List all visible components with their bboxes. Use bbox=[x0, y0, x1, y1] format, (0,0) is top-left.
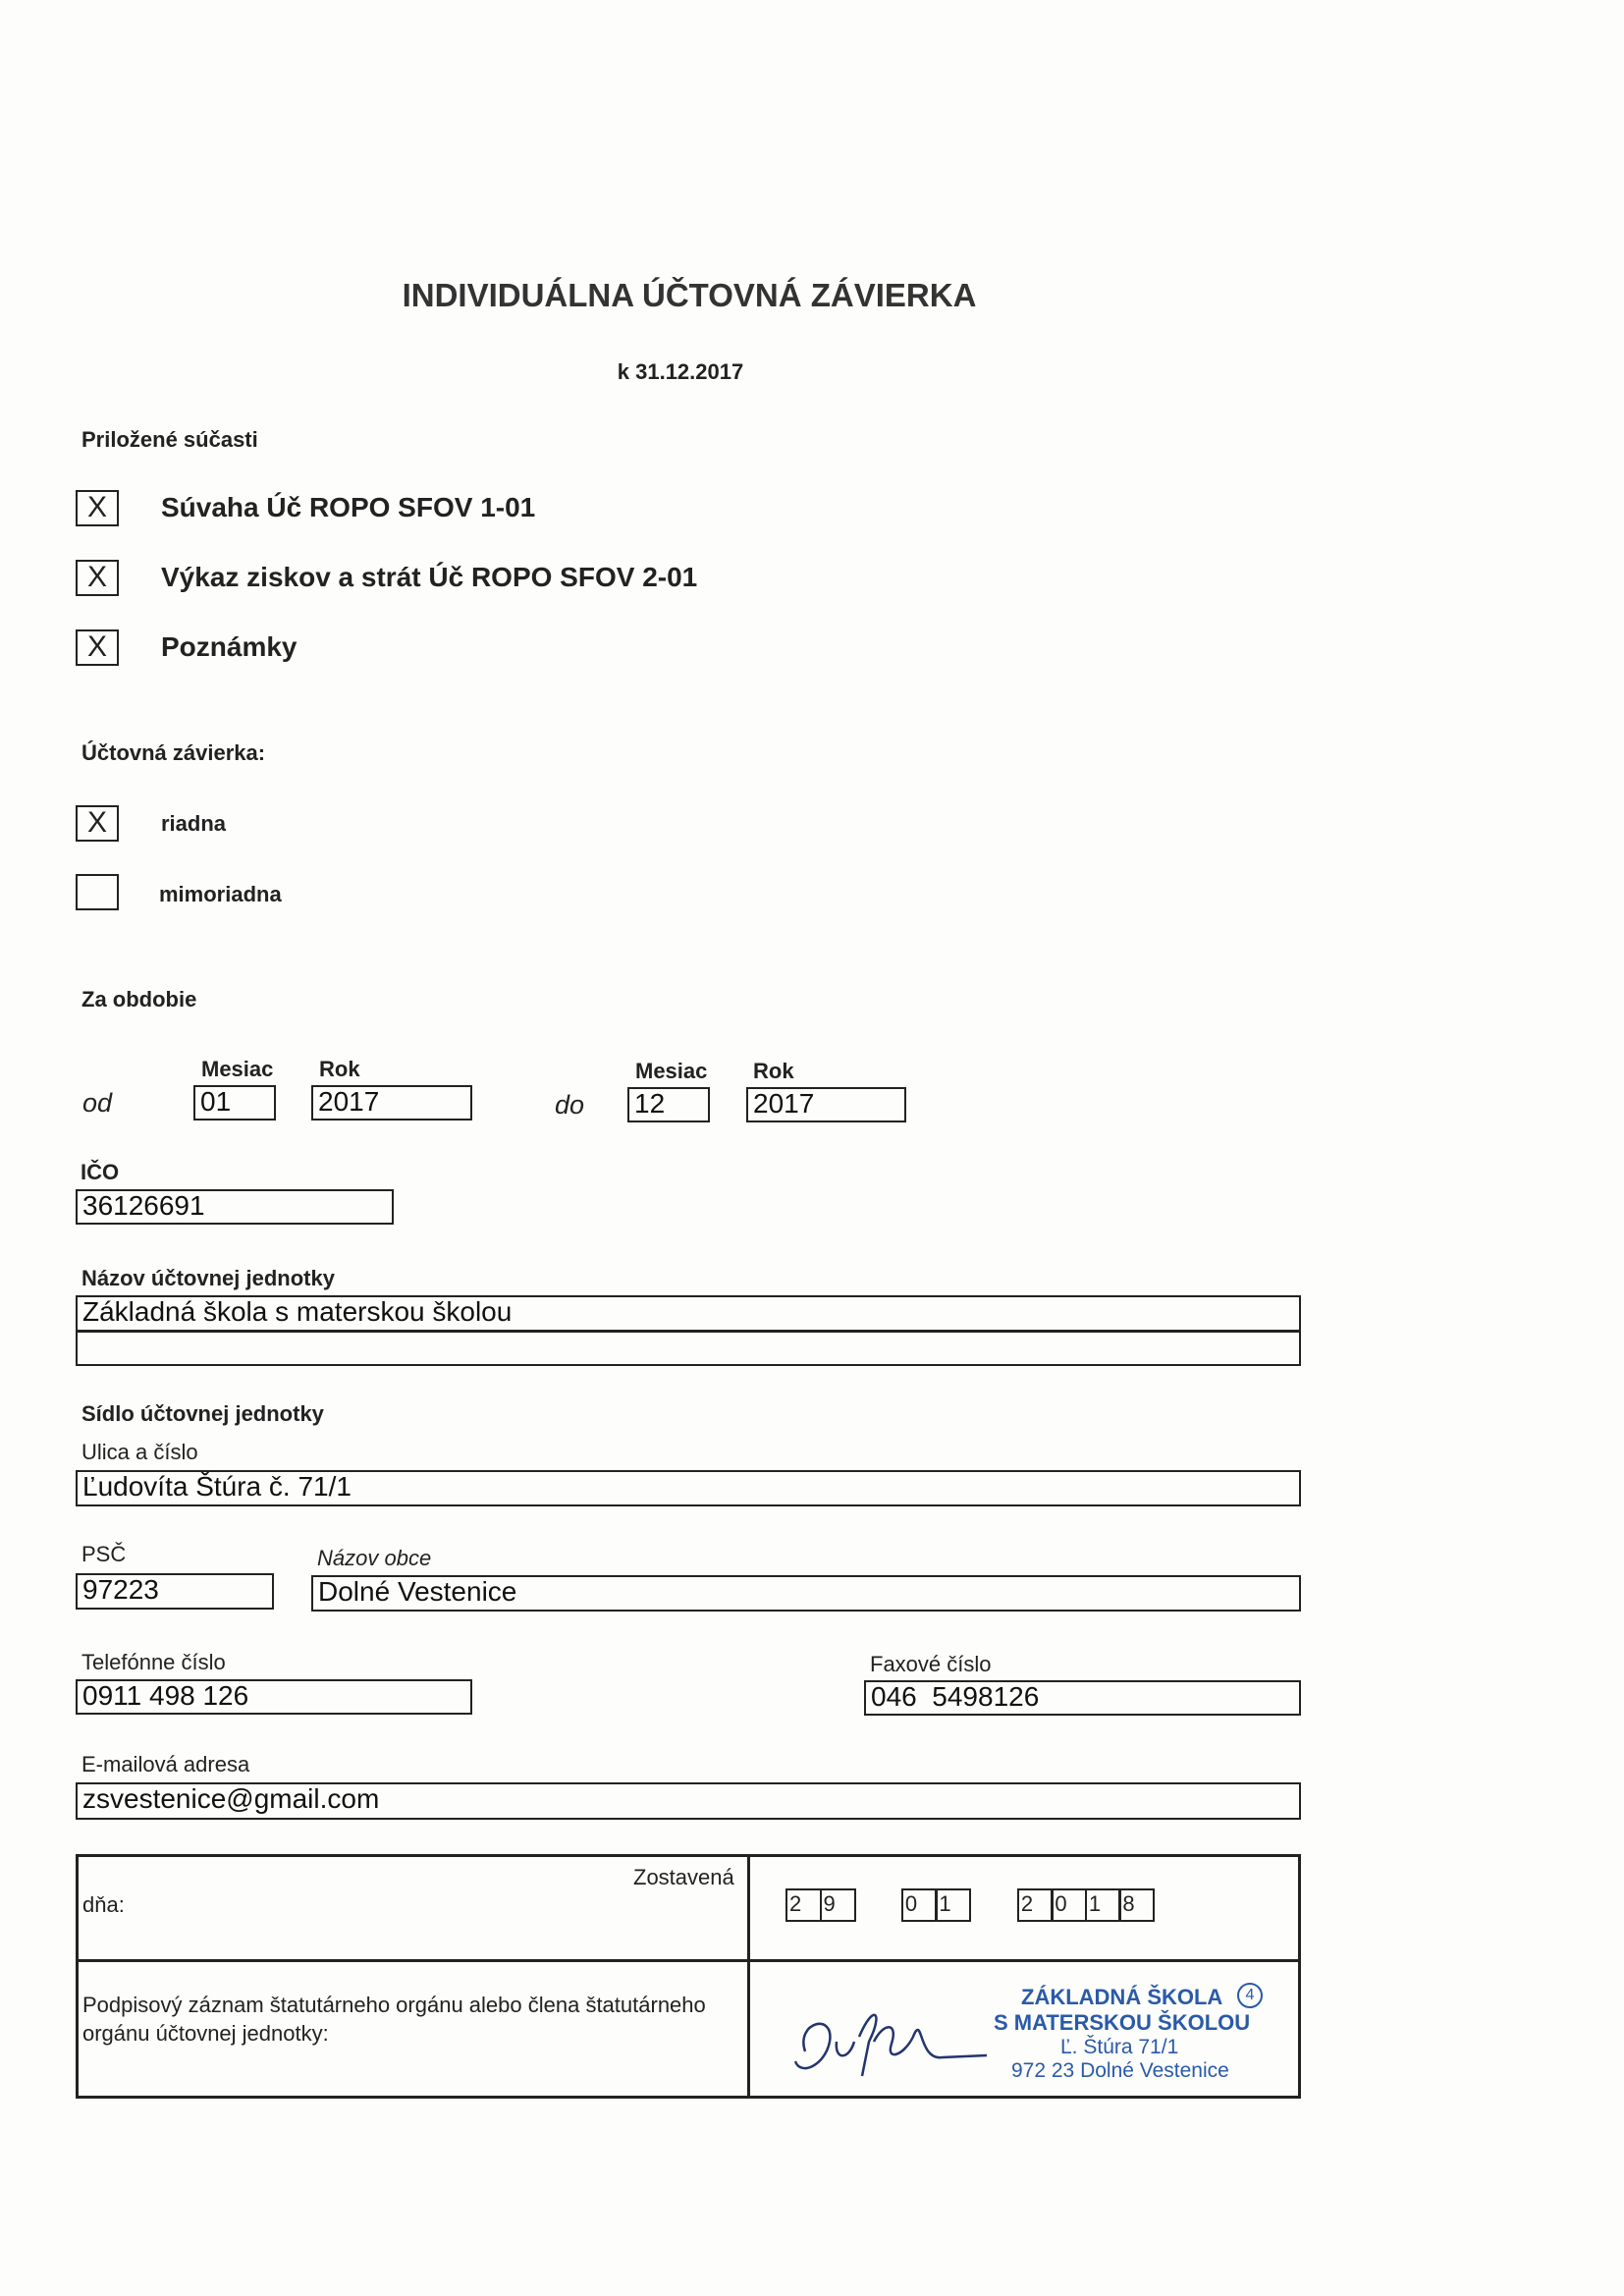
city-label: Názov obce bbox=[317, 1546, 432, 1570]
date-label: k 31.12.2017 bbox=[617, 359, 744, 384]
email-field[interactable]: zsvestenice@gmail.com bbox=[76, 1782, 1301, 1820]
handwritten-signature bbox=[776, 1983, 1001, 2091]
compiled-label: Zostavená bbox=[633, 1865, 734, 1889]
signature-table bbox=[76, 1854, 1301, 2099]
attachments-heading: Priložené súčasti bbox=[81, 427, 258, 452]
table-divider-vertical bbox=[747, 1857, 750, 2096]
from-year-field[interactable]: 2017 bbox=[311, 1085, 472, 1121]
attachment-label: Výkaz ziskov a strát Úč ROPO SFOV 2-01 bbox=[161, 562, 698, 592]
date-digit: 0 bbox=[1051, 1888, 1087, 1922]
checkbox-income-statement[interactable]: X bbox=[76, 560, 119, 596]
date-digit: 2 bbox=[1017, 1888, 1054, 1922]
attachment-label: Súvaha Úč ROPO SFOV 1-01 bbox=[161, 492, 536, 522]
compiled-day-label: dňa: bbox=[82, 1892, 125, 1917]
city-field[interactable]: Dolné Vestenice bbox=[311, 1575, 1301, 1612]
from-label: od bbox=[82, 1088, 113, 1118]
stamp-number: 4 bbox=[1237, 1983, 1263, 2008]
email-label: E-mailová adresa bbox=[81, 1752, 250, 1777]
date-digit: 1 bbox=[1085, 1888, 1121, 1922]
signature-label: Podpisový záznam štatutárneho orgánu alebo člena štatutárneho orgánu účtovnej jednotky: bbox=[82, 1993, 706, 2046]
checkbox-extraordinary[interactable] bbox=[76, 874, 119, 910]
psc-label: PSČ bbox=[81, 1542, 127, 1566]
unit-name-field-line1[interactable]: Základná škola s materskou školou bbox=[76, 1295, 1301, 1333]
from-month-label: Mesiac bbox=[201, 1057, 274, 1081]
to-year-label: Rok bbox=[753, 1059, 794, 1083]
ico-field[interactable]: 36126691 bbox=[76, 1189, 394, 1225]
period-heading: Za obdobie bbox=[81, 987, 197, 1011]
stamp-line: 972 23 Dolné Vestenice bbox=[1011, 2059, 1229, 2082]
stamp-line: ZÁKLADNÁ ŠKOLA bbox=[1021, 1985, 1223, 2009]
checkbox-notes[interactable]: X bbox=[76, 629, 119, 666]
unit-name-label: Názov účtovnej jednotky bbox=[81, 1266, 335, 1290]
stamp-line: S MATERSKOU ŠKOLOU bbox=[994, 2010, 1251, 2035]
to-month-field[interactable]: 12 bbox=[627, 1087, 710, 1122]
street-label: Ulica a číslo bbox=[81, 1440, 198, 1464]
date-digit: 2 bbox=[785, 1888, 822, 1922]
fax-label: Faxové číslo bbox=[870, 1652, 992, 1676]
document-title: INDIVIDUÁLNA ÚČTOVNÁ ZÁVIERKA bbox=[402, 277, 977, 313]
from-year-label: Rok bbox=[319, 1057, 360, 1081]
to-month-label: Mesiac bbox=[635, 1059, 708, 1083]
seat-heading: Sídlo účtovnej jednotky bbox=[81, 1401, 324, 1426]
phone-label: Telefónne číslo bbox=[81, 1650, 226, 1674]
date-digit: 0 bbox=[901, 1888, 938, 1922]
date-digit: 9 bbox=[820, 1888, 856, 1922]
regular-label: riadna bbox=[161, 811, 227, 836]
phone-field[interactable]: 0911 498 126 bbox=[76, 1679, 472, 1715]
year-digits[interactable] bbox=[1017, 1891, 1153, 1916]
unit-name-field-line2[interactable] bbox=[76, 1330, 1301, 1366]
stamp-line: Ľ. Štúra 71/1 bbox=[1060, 2036, 1179, 2058]
checkbox-balance-sheet[interactable]: X bbox=[76, 490, 119, 526]
street-field[interactable]: Ľudovíta Štúra č. 71/1 bbox=[76, 1470, 1301, 1506]
day-digits[interactable] bbox=[785, 1891, 853, 1916]
closing-type-heading: Účtovná závierka: bbox=[81, 740, 266, 765]
psc-field[interactable]: 97223 bbox=[76, 1573, 274, 1610]
from-month-field[interactable]: 01 bbox=[193, 1085, 276, 1121]
checkbox-regular[interactable]: X bbox=[76, 805, 119, 842]
month-digits[interactable] bbox=[901, 1891, 969, 1916]
date-digit: 8 bbox=[1118, 1888, 1155, 1922]
date-digit: 1 bbox=[935, 1888, 971, 1922]
attachment-label: Poznámky bbox=[161, 631, 298, 662]
ico-label: IČO bbox=[81, 1160, 120, 1184]
compiled-date bbox=[785, 1888, 1153, 1922]
to-year-field[interactable]: 2017 bbox=[746, 1087, 906, 1122]
extraordinary-label: mimoriadna bbox=[159, 882, 282, 906]
to-label: do bbox=[555, 1090, 585, 1120]
table-divider-horizontal bbox=[79, 1959, 1298, 1962]
fax-field[interactable]: 046 5498126 bbox=[864, 1680, 1301, 1716]
